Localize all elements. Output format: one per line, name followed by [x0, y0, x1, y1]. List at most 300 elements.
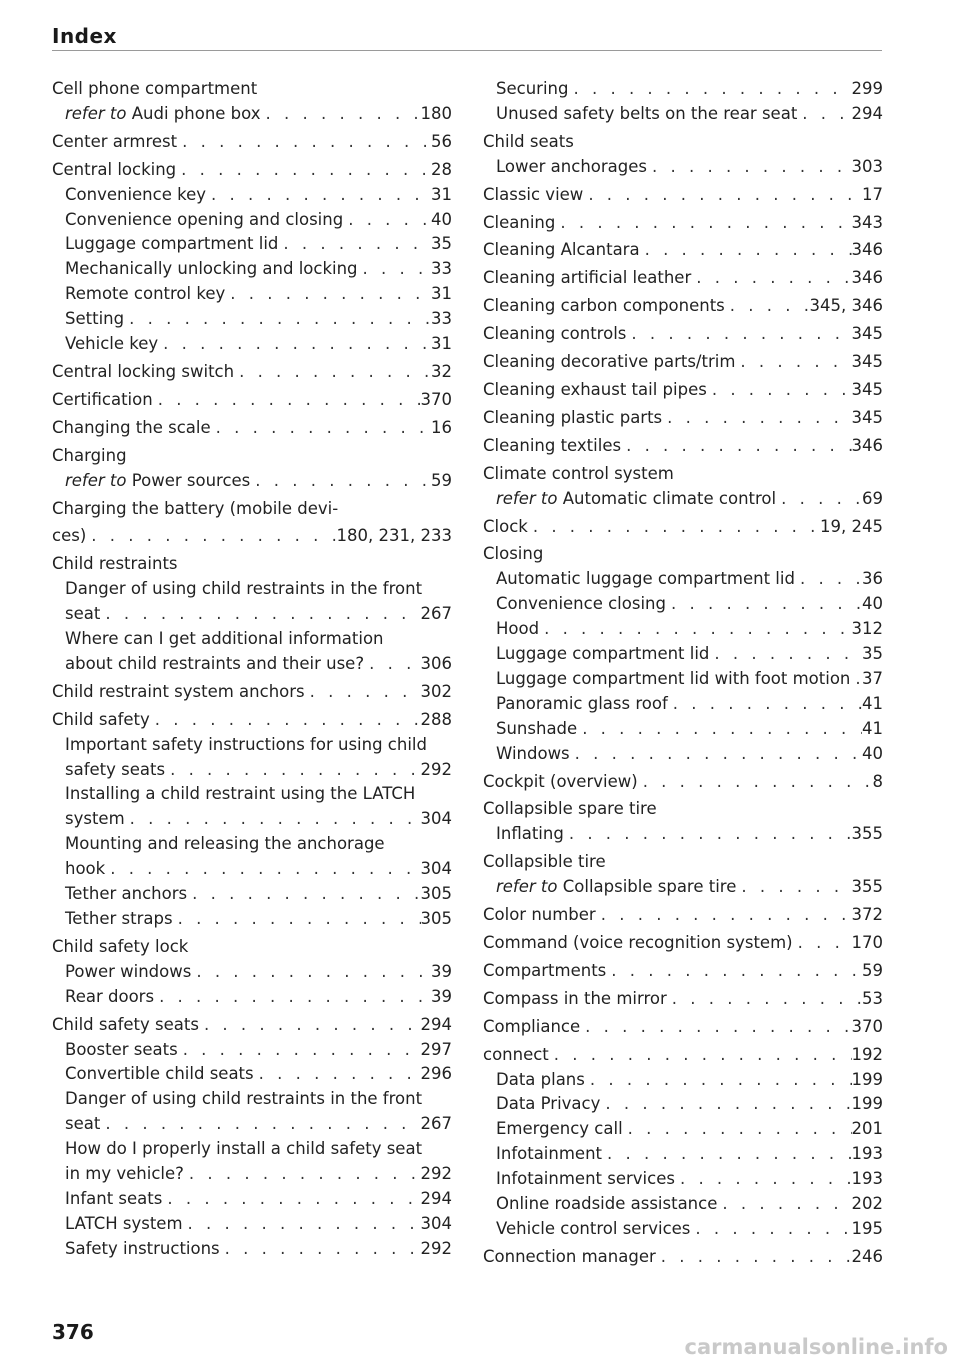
- dot-leader: [736, 875, 851, 900]
- index-entry-page: 292: [420, 1164, 452, 1184]
- index-entry-text: [52, 935, 188, 960]
- index-entry: [483, 1043, 883, 1068]
- index-entry-page: 16: [431, 417, 452, 437]
- index-entry: [483, 822, 883, 847]
- index-entry: [52, 524, 452, 549]
- index-entry: [483, 515, 883, 540]
- dot-leader: [793, 931, 852, 956]
- index-entry-text: [65, 652, 364, 677]
- index-entry-label: Convertible child seats: [65, 1064, 254, 1084]
- index-entry-label: Cleaning decorative parts/trim: [483, 352, 736, 372]
- dot-leader: [585, 1068, 852, 1093]
- index-entry-text: [65, 857, 105, 882]
- index-entry-text: [496, 692, 668, 717]
- dot-leader: [623, 1117, 852, 1142]
- index-entry: [52, 183, 452, 208]
- index-entry-label: Cleaning carbon components: [483, 296, 725, 316]
- index-entry-label: Cleaning exhaust tail pipes: [483, 379, 707, 399]
- index-entry: [483, 617, 883, 642]
- index-entry-label: Mechanically unlocking and locking: [65, 259, 358, 279]
- dot-leader: [158, 332, 431, 357]
- dot-leader: [656, 1245, 852, 1270]
- index-entry-text: [65, 960, 191, 985]
- index-entry-label: Cleaning: [483, 212, 556, 232]
- index-entry-label: Connection manager: [483, 1246, 656, 1266]
- index-entry-label: Certification: [52, 389, 153, 409]
- index-entry-page: 246: [851, 1246, 883, 1266]
- index-entry-label: safety seats: [65, 759, 166, 779]
- dot-leader: [184, 1162, 421, 1187]
- index-entry-label: Booster seats: [65, 1039, 178, 1059]
- dot-leader: [124, 307, 431, 332]
- index-entry-label: Where can I get additional information: [65, 629, 384, 649]
- index-entry-text: [52, 444, 127, 469]
- index-entry-label: Clock: [483, 516, 528, 536]
- index-entry-page: 37: [862, 668, 883, 688]
- dot-leader: [577, 717, 862, 742]
- dot-leader: [580, 1015, 851, 1040]
- index-entry: [52, 1237, 452, 1262]
- index-entry-text: [483, 294, 725, 319]
- index-entry-text: [496, 1092, 600, 1117]
- index-entry-label: Compass in the mirror: [483, 988, 667, 1008]
- index-entry-text: [52, 388, 153, 413]
- index-entry-page: 355: [851, 877, 883, 897]
- index-entry: [483, 642, 883, 667]
- dot-leader: [549, 1043, 852, 1068]
- index-entry-text: [65, 1212, 183, 1237]
- index-entry-text: [52, 708, 150, 733]
- index-entry-page: 345: [851, 352, 883, 372]
- index-entry-text: [65, 1187, 162, 1212]
- index-entry-label: How do I properly install a child safety seat: [65, 1139, 423, 1159]
- index-entry-page: 31: [431, 334, 452, 354]
- index-entry: [483, 592, 883, 617]
- index-entry-text: [65, 882, 187, 907]
- index-entry: [52, 857, 452, 882]
- index-entry: [483, 903, 883, 928]
- index-entry-text: [65, 1162, 184, 1187]
- index-entry-label: Power sources: [131, 470, 251, 490]
- dot-leader: [675, 1167, 852, 1192]
- index-entry-text: [52, 524, 86, 549]
- dot-leader: [162, 1187, 420, 1212]
- index-entry-text: [483, 515, 528, 540]
- index-entry: [52, 232, 452, 257]
- index-entry-page: 8: [872, 771, 883, 791]
- index-entry-page: 33: [431, 259, 452, 279]
- index-entry-label: seat: [65, 604, 101, 624]
- dot-leader: [278, 232, 431, 257]
- index-entry-label: Mounting and releasing the anchorage: [65, 834, 385, 854]
- index-entry-text: [65, 602, 100, 627]
- index-entry-text: [496, 667, 850, 692]
- index-entry-page: 372: [851, 905, 883, 925]
- index-entry-label: Cleaning controls: [483, 324, 627, 344]
- index-entry-text: [496, 1068, 585, 1093]
- index-entry: [483, 1192, 883, 1217]
- index-entry-label: Collapsible tire: [483, 852, 606, 872]
- index-entry-label: Tether anchors: [65, 884, 188, 904]
- index-entry-text: [483, 238, 640, 263]
- index-entry: [52, 552, 452, 577]
- index-entry: [52, 257, 452, 282]
- index-entry-label: Compartments: [483, 960, 607, 980]
- dot-leader: [206, 183, 431, 208]
- index-entry-text: [496, 1167, 675, 1192]
- dot-leader: [261, 102, 421, 127]
- dot-leader: [199, 1013, 421, 1038]
- dot-leader: [691, 266, 851, 291]
- index-entry-page: 345, 346: [809, 296, 883, 316]
- index-entry: [52, 1038, 452, 1063]
- index-entry: [483, 406, 883, 431]
- index-entry: [483, 434, 883, 459]
- index-entry-label: Lower anchorages: [496, 156, 647, 176]
- index-entry-label: Vehicle control services: [496, 1218, 691, 1238]
- index-entry: [52, 77, 452, 102]
- index-entry: [52, 882, 452, 907]
- index-entry: [483, 211, 883, 236]
- index-entry-page: 302: [420, 681, 452, 701]
- index-entry-label: Climate control system: [483, 463, 674, 483]
- index-entry-text: [483, 931, 793, 956]
- index-entry-label: Luggage compartment lid with foot motion: [496, 668, 851, 688]
- dot-leader: [717, 1192, 851, 1217]
- index-entry: [483, 1217, 883, 1242]
- index-entry: [52, 416, 452, 441]
- index-entry-text: [496, 567, 795, 592]
- index-entry-label: Child seats: [483, 131, 574, 151]
- index-entry-page: 19, 245: [820, 516, 883, 536]
- dot-leader: [735, 350, 851, 375]
- index-entry: [483, 931, 883, 956]
- index-entry-text: [65, 807, 125, 832]
- dot-leader: [358, 257, 431, 282]
- dot-leader: [709, 642, 862, 667]
- index-entry-label: Compliance: [483, 1016, 581, 1036]
- index-entry-label: Important safety instructions for using child: [65, 734, 427, 754]
- dot-leader: [606, 959, 862, 984]
- index-entry-text: [52, 680, 305, 705]
- index-entry-page: 294: [420, 1014, 452, 1034]
- index-entry-text: [65, 1038, 178, 1063]
- index-entry-page: 32: [431, 361, 452, 381]
- dot-leader: [640, 238, 852, 263]
- index-entry-page: 355: [851, 824, 883, 844]
- index-entry-label: Closing: [483, 544, 544, 564]
- index-entry-page: 312: [851, 619, 883, 639]
- index-entry-label: Luggage compartment lid: [65, 234, 279, 254]
- index-entry: [483, 1117, 883, 1142]
- index-entry-page: 267: [420, 1114, 452, 1134]
- index-entry-label: Cleaning Alcantara: [483, 240, 640, 260]
- refer-to-label: refer to: [65, 103, 127, 123]
- dot-leader: [105, 857, 420, 882]
- index-entry: [52, 1212, 452, 1237]
- dot-leader: [305, 680, 421, 705]
- index-entry-text: [65, 232, 278, 257]
- index-entry-text: [65, 985, 154, 1010]
- index-entry-text: [483, 266, 691, 291]
- index-entry-page: 193: [851, 1169, 883, 1189]
- index-entry-text: [65, 627, 384, 652]
- index-entry-text: [496, 592, 666, 617]
- index-entry: [483, 742, 883, 767]
- index-entry-label: Cockpit (overview): [483, 771, 638, 791]
- index-entry-label: Data plans: [496, 1069, 585, 1089]
- index-entry: [52, 627, 452, 652]
- index-entry-page: 345: [851, 324, 883, 344]
- dot-leader: [621, 434, 851, 459]
- index-entry-text: [483, 797, 657, 822]
- index-entry-page: 39: [431, 986, 452, 1006]
- index-entry-text: [52, 1013, 199, 1038]
- index-entry-text: [496, 1192, 717, 1217]
- dot-leader: [725, 294, 810, 319]
- dot-leader: [178, 1038, 421, 1063]
- index-entry-label: Collapsible spare tire: [483, 799, 657, 819]
- index-entry-label: Safety instructions: [65, 1238, 220, 1258]
- dot-leader: [364, 652, 420, 677]
- index-entry-label: connect: [483, 1044, 549, 1064]
- dot-leader: [690, 1217, 851, 1242]
- index-entry-text: [65, 782, 415, 807]
- index-entry-page: 180: [420, 103, 452, 123]
- index-entry: [483, 1015, 883, 1040]
- index-column-left: [52, 77, 452, 1262]
- index-entry-page: 294: [420, 1188, 452, 1208]
- index-entry-page: 170: [851, 933, 883, 952]
- index-entry-text: [52, 360, 234, 385]
- index-entry: [52, 602, 452, 627]
- index-entry: [52, 1112, 452, 1137]
- dot-leader: [191, 960, 431, 985]
- dot-leader: [667, 987, 862, 1012]
- index-entry: [52, 1187, 452, 1212]
- index-entry-text: [65, 1112, 100, 1137]
- index-entry: [52, 307, 452, 332]
- index-entry-label: Infotainment services: [496, 1169, 675, 1189]
- dot-leader: [662, 406, 851, 431]
- index-entry-text: [496, 487, 776, 512]
- index-entry: [483, 717, 883, 742]
- index-entry: [483, 350, 883, 375]
- page-header-title: Index: [52, 24, 117, 48]
- dot-leader: [173, 907, 421, 932]
- index-entry-label: hook: [65, 859, 106, 879]
- index-entry: [483, 322, 883, 347]
- dot-leader: [183, 1212, 421, 1237]
- index-entry: [52, 680, 452, 705]
- index-entry-page: 40: [431, 209, 452, 229]
- index-entry-page: 193: [851, 1144, 883, 1164]
- index-entry-page: 36: [862, 569, 883, 589]
- index-entry-text: [483, 542, 543, 567]
- index-entry-label: Child restraint system anchors: [52, 681, 305, 701]
- index-entry-page: 296: [420, 1064, 452, 1084]
- index-entry: [52, 832, 452, 857]
- index-entry-label: Danger of using child restraints in the front: [65, 1089, 423, 1109]
- index-entry-page: 192: [851, 1044, 883, 1064]
- dot-leader: [638, 770, 873, 795]
- index-entry-label: Automatic climate control: [562, 488, 777, 508]
- dot-leader: [154, 985, 431, 1010]
- dot-leader: [250, 469, 431, 494]
- index-entry-text: [496, 742, 570, 767]
- dot-leader: [668, 692, 862, 717]
- index-entry: [52, 708, 452, 733]
- index-entry-label: Tether straps: [65, 909, 173, 928]
- index-entry-label: system: [65, 809, 125, 829]
- index-entry-text: [65, 282, 225, 307]
- index-entry-page: 370: [851, 1016, 883, 1036]
- dot-leader: [100, 602, 420, 627]
- index-entry-text: [483, 183, 583, 208]
- index-entry-text: [65, 832, 385, 857]
- index-entry-page: 267: [420, 604, 452, 624]
- index-entry-text: [483, 350, 735, 375]
- dot-leader: [211, 416, 431, 441]
- index-entry: [483, 1142, 883, 1167]
- index-entry-label: Cell phone compartment: [52, 79, 258, 98]
- index-entry-page: 40: [862, 594, 883, 614]
- index-entry-page: 303: [851, 156, 883, 176]
- index-entry: [52, 102, 452, 127]
- index-entry: [52, 158, 452, 183]
- index-entry-label: Securing: [496, 79, 569, 98]
- index-entry: [52, 1013, 452, 1038]
- index-entry-page: 41: [862, 693, 883, 713]
- index-entry-page: 297: [420, 1039, 452, 1059]
- refer-to-label: refer to: [496, 488, 558, 508]
- index-entry-label: Collapsible spare tire: [562, 877, 737, 897]
- index-entry-label: Data Privacy: [496, 1094, 601, 1114]
- index-entry: [483, 1068, 883, 1093]
- index-entry: [483, 130, 883, 155]
- dot-leader: [776, 487, 862, 512]
- index-entry-label: Central locking: [52, 159, 177, 179]
- index-entry-page: 304: [420, 1213, 452, 1233]
- index-entry: [483, 770, 883, 795]
- index-entry-text: [483, 959, 606, 984]
- index-entry: [52, 807, 452, 832]
- index-entry-label: Luggage compartment lid: [496, 644, 710, 664]
- index-entry-text: [496, 155, 647, 180]
- index-entry: [52, 907, 452, 932]
- index-entry-text: [52, 416, 211, 441]
- index-entry: [483, 155, 883, 180]
- index-entry-page: 345: [851, 379, 883, 399]
- index-entry-label: Central locking switch: [52, 361, 235, 381]
- index-entry: [483, 238, 883, 263]
- index-entry-page: 59: [862, 960, 883, 980]
- index-entry-label: Automatic luggage compartment lid: [496, 569, 795, 589]
- index-entry-text: [483, 211, 555, 236]
- index-entry-page: 304: [420, 809, 452, 829]
- index-entry: [52, 388, 452, 413]
- index-entry-page: 59: [431, 470, 452, 490]
- dot-leader: [850, 667, 862, 692]
- index-entry-label: Danger of using child restraints in the front: [65, 579, 423, 599]
- index-entry-text: [483, 378, 707, 403]
- index-entry-page: 346: [851, 240, 883, 260]
- dot-leader: [254, 1062, 421, 1087]
- index-entry-page: 39: [431, 961, 452, 981]
- index-entry-label: Cleaning plastic parts: [483, 407, 663, 427]
- index-entry: [483, 959, 883, 984]
- index-entry-text: [65, 733, 427, 758]
- watermark: carmanualsonline.info: [684, 1335, 948, 1359]
- index-entry-text: [483, 1043, 549, 1068]
- index-entry: [483, 1245, 883, 1270]
- dot-leader: [583, 183, 862, 208]
- index-entry-label: Child safety: [52, 709, 150, 729]
- index-entry: [52, 282, 452, 307]
- index-entry-text: [65, 332, 158, 357]
- index-entry-page: 69: [862, 488, 883, 508]
- index-entry-page: 53: [862, 988, 883, 1008]
- index-entry-text: [65, 1237, 220, 1262]
- page-number: 376: [52, 1320, 94, 1344]
- index-entry-page: 305: [420, 884, 452, 904]
- index-entry-text: [483, 322, 626, 347]
- dot-leader: [125, 807, 421, 832]
- index-entry: [483, 378, 883, 403]
- index-entry-text: [483, 903, 596, 928]
- index-entry: [52, 1062, 452, 1087]
- index-entry-label: Child safety seats: [52, 1014, 199, 1034]
- index-entry-text: [496, 642, 709, 667]
- index-entry: [52, 935, 452, 960]
- index-entry-label: LATCH system: [65, 1213, 183, 1233]
- index-entry-text: [483, 770, 638, 795]
- index-entry-page: 41: [862, 718, 883, 738]
- dot-leader: [797, 102, 851, 127]
- index-entry-label: Classic view: [483, 184, 584, 204]
- index-entry-label: Cleaning textiles: [483, 435, 622, 455]
- index-entry-page: 292: [420, 1238, 452, 1258]
- index-entry: [483, 487, 883, 512]
- index-entry-label: Vehicle key: [65, 334, 159, 354]
- index-entry: [483, 850, 883, 875]
- index-entry-label: Color number: [483, 905, 596, 925]
- index-entry: [52, 577, 452, 602]
- index-entry: [483, 77, 883, 102]
- index-entry-text: [65, 907, 173, 932]
- index-entry-text: [65, 257, 358, 282]
- index-entry-label: Hood: [496, 619, 540, 639]
- index-entry-page: 288: [420, 709, 452, 729]
- index-entry-label: in my vehicle?: [65, 1164, 184, 1184]
- index-entry-text: [483, 1245, 656, 1270]
- index-entry: [483, 102, 883, 127]
- dot-leader: [150, 708, 421, 733]
- index-entry-text: [483, 1015, 580, 1040]
- index-entry-page: 294: [851, 103, 883, 123]
- index-entry-label: Remote control key: [65, 284, 226, 304]
- index-entry: [483, 667, 883, 692]
- index-entry: [52, 469, 452, 494]
- dot-leader: [539, 617, 851, 642]
- index-entry-text: [52, 130, 177, 155]
- index-entry-page: 346: [851, 435, 883, 455]
- index-entry-label: Power windows: [65, 961, 192, 981]
- dot-leader: [177, 130, 431, 155]
- index-entry-text: [483, 850, 606, 875]
- index-entry-label: Rear doors: [65, 986, 155, 1006]
- index-entry-text: [496, 822, 564, 847]
